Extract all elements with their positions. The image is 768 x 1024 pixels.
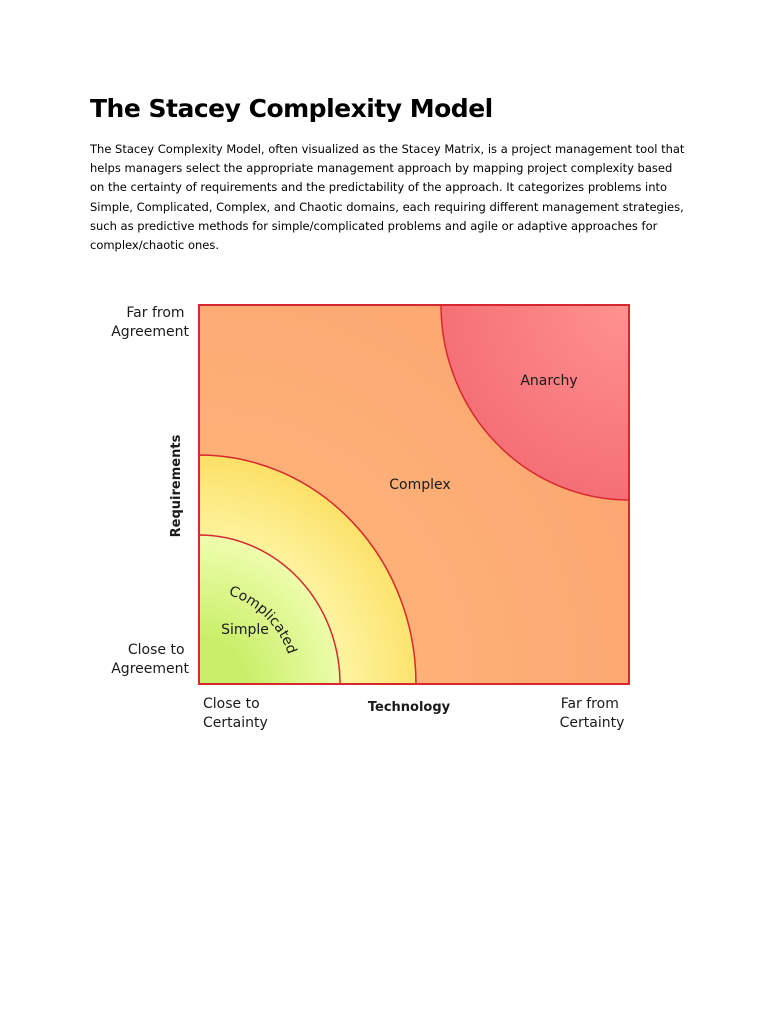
y-bottom-label-line-1: Close to: [127, 642, 185, 658]
complicated-label-text: Complicated: [226, 583, 300, 657]
x-right-label-line-1: Far from: [560, 696, 619, 712]
complex-label: Complex: [389, 477, 451, 493]
simple-label: Simple: [221, 622, 269, 638]
document-title: The Stacey Complexity Model: [90, 94, 493, 123]
x-axis-title: Technology: [367, 700, 451, 715]
x-right-label-line-2: Certainty: [559, 715, 625, 731]
document-paragraph: The Stacey Complexity Model, often visualized as the Stacey Matrix, is a project management tool that helps managers select the appropriate management approach by mapping project complexity based on the certainty of requirements and the predictability of the approach. It categorizes problems into Simple, Complicated, Complex, and Chaotic domains, each requiring different management strategies, such as predictive methods for simple/complicated problems and agile or adaptive approaches for complex/chaotic ones.: [90, 142, 685, 253]
x-left-label-line-1: Close to: [203, 696, 260, 712]
y-bottom-label: [111, 642, 189, 677]
x-left-label-line-2: Certainty: [203, 715, 268, 731]
y-axis-title: Requirements: [169, 434, 184, 538]
y-bottom-label-line-2: Agreement: [111, 661, 189, 677]
x-left-label: [203, 696, 268, 731]
y-top-label-line-2: Agreement: [111, 324, 189, 340]
y-top-label-line-1: Far from: [126, 305, 185, 321]
x-right-label: [560, 696, 625, 731]
y-top-label: [111, 305, 189, 340]
anarchy-label: Anarchy: [520, 373, 578, 389]
